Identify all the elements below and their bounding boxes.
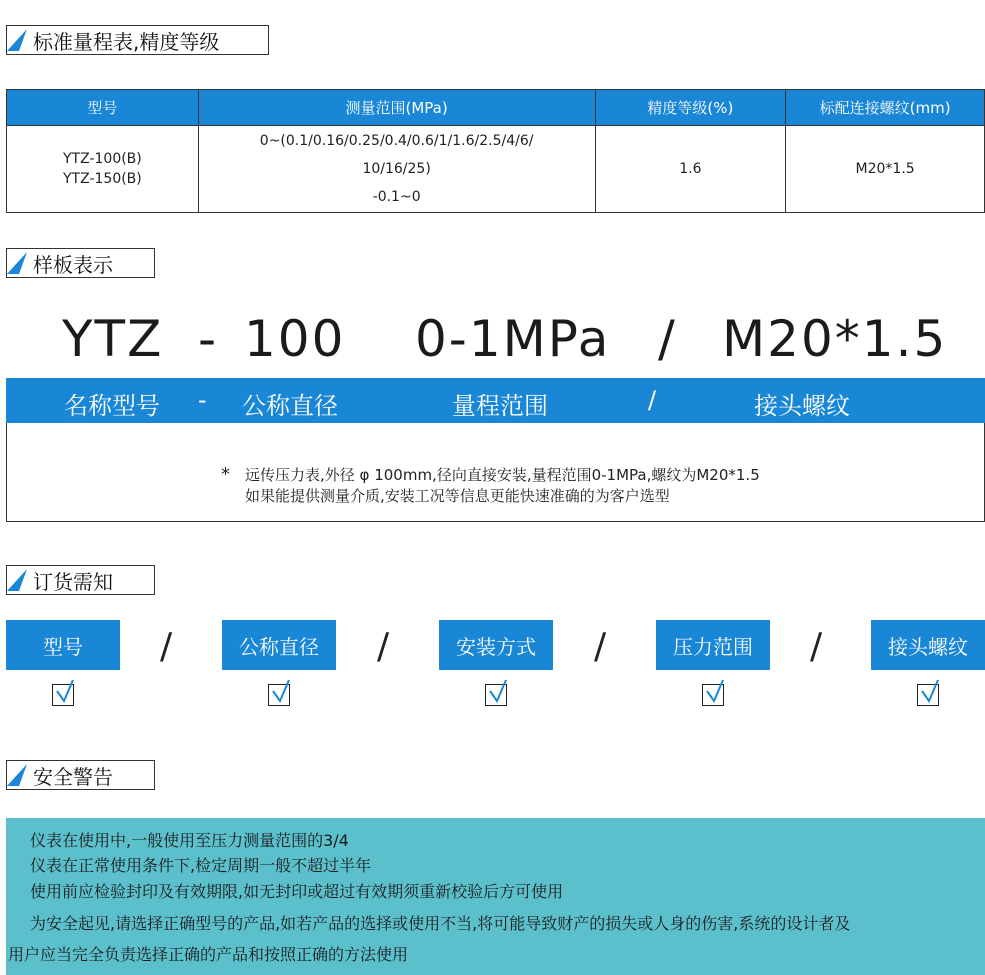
sample-notes bbox=[6, 423, 985, 522]
table-row bbox=[7, 126, 985, 213]
column-header-range: 测量范围(MPa) bbox=[198, 90, 595, 126]
code-slash: / bbox=[658, 310, 677, 368]
section-title-sample bbox=[6, 248, 155, 278]
order-item-install: 安装方式 bbox=[439, 620, 553, 670]
checkbox-diameter[interactable] bbox=[268, 684, 290, 706]
check-icon bbox=[705, 678, 727, 704]
range-3: -0.1~0 bbox=[372, 189, 421, 205]
section-title-spec bbox=[6, 25, 269, 55]
code-range: 0-1MPa bbox=[415, 310, 611, 368]
model-1: YTZ-100(B) bbox=[63, 151, 142, 167]
order-separator: / bbox=[810, 626, 823, 667]
code-thread: M20*1.5 bbox=[722, 310, 948, 368]
order-separator: / bbox=[377, 626, 390, 667]
warning-line-3: 使用前应检验封印及有效期限,如无封印或超过有效期须重新校验后方可使用 bbox=[30, 882, 564, 901]
section-title-order bbox=[6, 565, 155, 595]
cell-accuracy: 1.6 bbox=[595, 126, 786, 213]
section-title-text: 样板表示 bbox=[33, 252, 113, 277]
cell-models bbox=[7, 126, 199, 213]
section-title-text: 标准量程表,精度等级 bbox=[33, 29, 220, 54]
label-range: 量程范围 bbox=[452, 392, 548, 420]
code-diameter: 100 bbox=[244, 310, 346, 368]
label-slash: / bbox=[648, 386, 657, 414]
checkbox-thread[interactable] bbox=[917, 684, 939, 706]
title-accent-icon bbox=[7, 764, 27, 786]
note-star: * bbox=[221, 464, 230, 485]
order-item-diameter: 公称直径 bbox=[222, 620, 336, 670]
sample-label-bar bbox=[6, 378, 985, 423]
spec-table bbox=[6, 89, 985, 213]
check-icon bbox=[488, 678, 510, 704]
checkbox-pressure[interactable] bbox=[702, 684, 724, 706]
column-header-thread: 标配连接螺纹(mm) bbox=[786, 90, 985, 126]
order-item-model: 型号 bbox=[6, 620, 120, 670]
label-model: 名称型号 bbox=[64, 392, 160, 420]
order-item-thread: 接头螺纹 bbox=[871, 620, 985, 670]
checkbox-model[interactable] bbox=[52, 684, 74, 706]
note-line-2: 如果能提供测量介质,安装工况等信息更能快速准确的为客户选型 bbox=[245, 487, 670, 505]
model-2: YTZ-150(B) bbox=[63, 171, 142, 187]
title-accent-icon bbox=[7, 29, 27, 51]
section-title-text: 订货需知 bbox=[33, 569, 113, 594]
cell-thread: M20*1.5 bbox=[786, 126, 985, 213]
note-line-1: 远传压力表,外径 φ 100mm,径向直接安装,量程范围0-1MPa,螺纹为M20*1.5 bbox=[245, 466, 760, 484]
order-separator: / bbox=[160, 626, 173, 667]
check-icon bbox=[920, 678, 942, 704]
table-header-row bbox=[7, 90, 985, 126]
label-thread: 接头螺纹 bbox=[754, 392, 850, 420]
section-title-warning bbox=[6, 760, 155, 790]
order-separator: / bbox=[594, 626, 607, 667]
column-header-accuracy: 精度等级(%) bbox=[595, 90, 786, 126]
code-dash: - bbox=[198, 310, 219, 368]
range-2: 10/16/25) bbox=[362, 161, 431, 177]
sample-code bbox=[0, 310, 985, 374]
label-diameter: 公称直径 bbox=[242, 392, 338, 420]
warning-panel bbox=[6, 818, 985, 975]
section-title-text: 安全警告 bbox=[33, 764, 113, 789]
code-model: YTZ bbox=[62, 310, 164, 368]
check-icon bbox=[55, 678, 77, 704]
order-item-pressure: 压力范围 bbox=[656, 620, 770, 670]
column-header-model: 型号 bbox=[7, 90, 199, 126]
title-accent-icon bbox=[7, 569, 27, 591]
cell-ranges bbox=[198, 126, 595, 213]
checkbox-install[interactable] bbox=[485, 684, 507, 706]
check-icon bbox=[271, 678, 293, 704]
warning-line-1: 仪表在使用中,一般使用至压力测量范围的3/4 bbox=[30, 831, 349, 850]
warning-line-5: 用户应当完全负责选择正确的产品和按照正确的方法使用 bbox=[8, 945, 409, 964]
range-1: 0~(0.1/0.16/0.25/0.4/0.6/1/1.6/2.5/4/6/ bbox=[259, 133, 534, 149]
title-accent-icon bbox=[7, 252, 27, 274]
warning-line-4: 为安全起见,请选择正确型号的产品,如若产品的选择或使用不当,将可能导致财产的损失或人身的伤害,系统的设计者及 bbox=[30, 914, 851, 933]
label-dash: - bbox=[198, 386, 207, 414]
warning-line-2: 仪表在正常使用条件下,检定周期一般不超过半年 bbox=[30, 856, 372, 875]
